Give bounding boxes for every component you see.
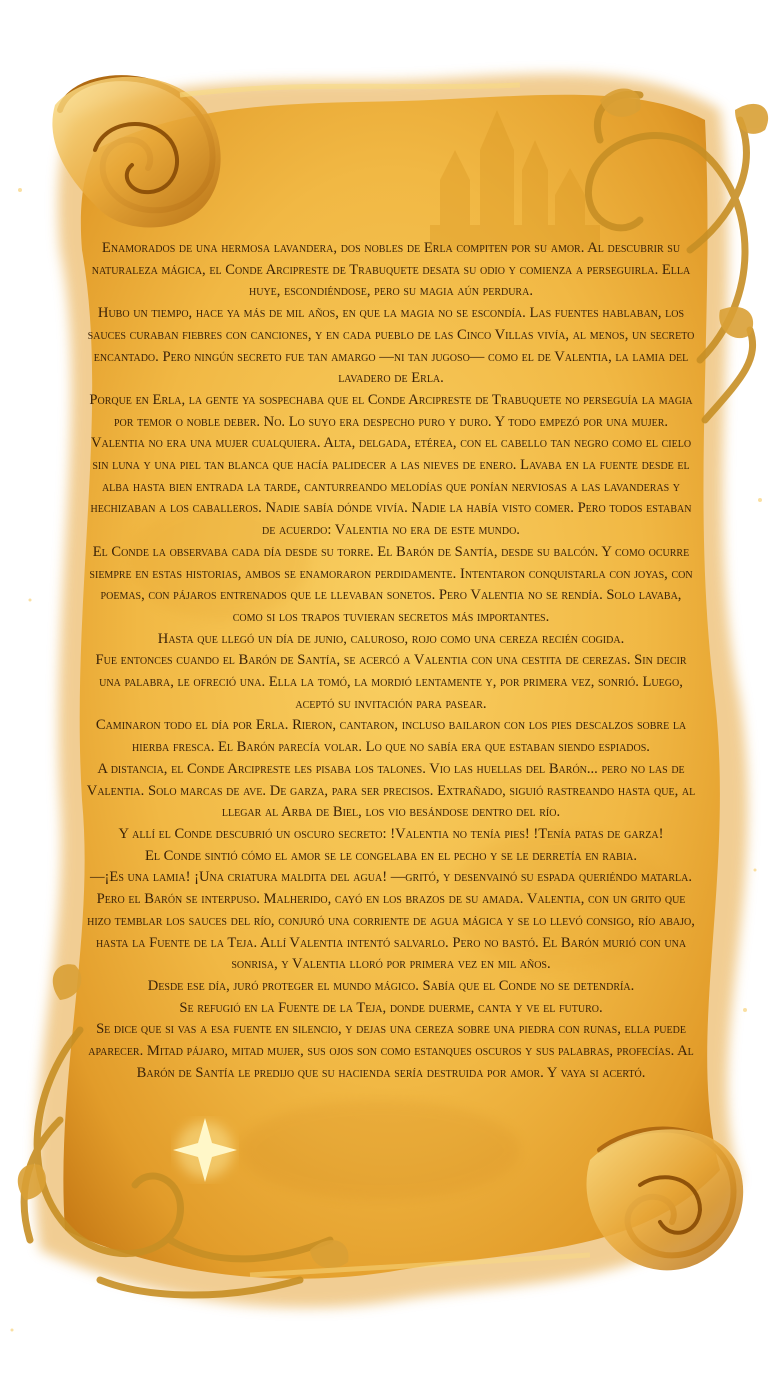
story-paragraph: Valentia no era una mujer cualquiera. Alta, delgada, etérea, con el cabello tan negro como el cielo sin luna y una piel tan blanca que hacía palidecer a las nieves de enero. Lavaba en la fuente desde el alba hasta bien entrada la tarde, canturreando melodías que ponían nerviosas a las lavanderas y hechizaban a los caballeros. Nadie sabía dónde vivía. Nadie la había visto comer. Pero todos estaban de acuerdo: Valentia no era de este mundo.: [90, 435, 692, 539]
story-paragraph: Se refugió en la Fuente de la Teja, donde duerme, canta y ve el futuro.: [179, 999, 603, 1016]
story-paragraph: Desde ese día, juró proteger el mundo mágico. Sabía que el Conde no se detendría.: [147, 977, 635, 994]
story-paragraph: Enamorados de una hermosa lavandera, dos nobles de Erla compiten por su amor. Al descubrir su naturaleza mágica, el Conde Arcipreste de Trabuquete desata su odio y comienza a perseguirla. Ella huye, escondiéndose, pero su magia aún perdura.: [91, 240, 691, 300]
story-paragraph: —¡Es una lamia! ¡Una criatura maldita del agua! —gritó, y desenvainó su espada queriéndo matarla.: [89, 869, 693, 886]
story-paragraph: A distancia, el Conde Arcipreste les pisaba los talones. Vio las huellas del Barón... pero no las de Valentia. Solo marcas de ave. De garza, para ser precisos. Extrañado, siguió rastreando hasta que, al llegar al Arba de Biel, los vio besándose dentro del río.: [86, 760, 696, 821]
story-paragraph: Caminaron todo el día por Erla. Rieron, cantaron, incluso bailaron con los pies descalzos sobre la hierba fresca. El Barón parecía volar. Lo que no sabía era que estaban siendo espiados.: [95, 717, 687, 756]
story-paragraph: Hasta que llegó un día de junio, caluroso, rojo como una cereza recién cogida.: [157, 630, 625, 647]
story-paragraph: Y allí el Conde descubrió un oscuro secreto: !Valentia no tenía pies! !Tenía patas de garza!: [118, 825, 664, 842]
story-paragraph: El Conde la observaba cada día desde su torre. El Barón de Santía, desde su balcón. Y como ocurre siempre en estas historias, ambos se enamoraron perdidamente. Intentaron conquistarla con joyas, con poemas, con pájaros entrenados que le llevaban sonetos. Pero Valentia no se rendía. Solo lavaba, como si los trapos tuvieran secretos más importantes.: [89, 543, 693, 625]
story-paragraph: Pero el Barón se interpuso. Malherido, cayó en los brazos de su amada. Valentia, con un grito que hizo temblar los sauces del río, conjuró una corriente de agua mágica y se lo llevó consigo, río abajo, hasta la Fuente de la Teja. Allí Valentia intentó salvarlo. Pero no bastó. El Barón murió con una sonrisa, y Valentia lloró por primera vez en mil años.: [87, 891, 695, 973]
story-paragraph: Fue entonces cuando el Barón de Santía, se acercó a Valentia con una cestita de cerezas. Sin decir una palabra, le ofreció una. Ella la tomó, la mordió lentamente y, por primera vez, sonrió. Luego, aceptó su invitación para pasear.: [95, 652, 687, 712]
story-paragraph: Se dice que si vas a esa fuente en silencio, y dejas una cereza sobre una piedra con runas, ella puede aparecer. Mitad pájaro, mitad mujer, sus ojos son como estanques oscuros y sus palabras, profecías. Al Barón de Santía le predijo que su hacienda sería destruida por amor. Y vaya si acertó.: [88, 1021, 694, 1081]
story-paragraph: Porque en Erla, la gente ya sospechaba que el Conde Arcipreste de Trabuquete no perseguía la magia por temor o noble deber. No. Lo suyo era despecho puro y duro. Y todo empezó por una mujer.: [89, 391, 693, 430]
story-paragraph: Hubo un tiempo, hace ya más de mil años, en que la magia no se escondía. Las fuentes hablaban, los sauces curaban fiebres con canciones, y en cada pueblo de las Cinco Villas vivía, al menos, un secreto encantado. Pero ningún secreto fue tan amargo —ni tan jugoso— como el de Valentia, la lamia del lavadero de Erla.: [87, 305, 695, 387]
story-text: [84, 238, 698, 1178]
story-paragraph: El Conde sintió cómo el amor se le congelaba en el pecho y se le derretía en rabia.: [144, 847, 638, 864]
